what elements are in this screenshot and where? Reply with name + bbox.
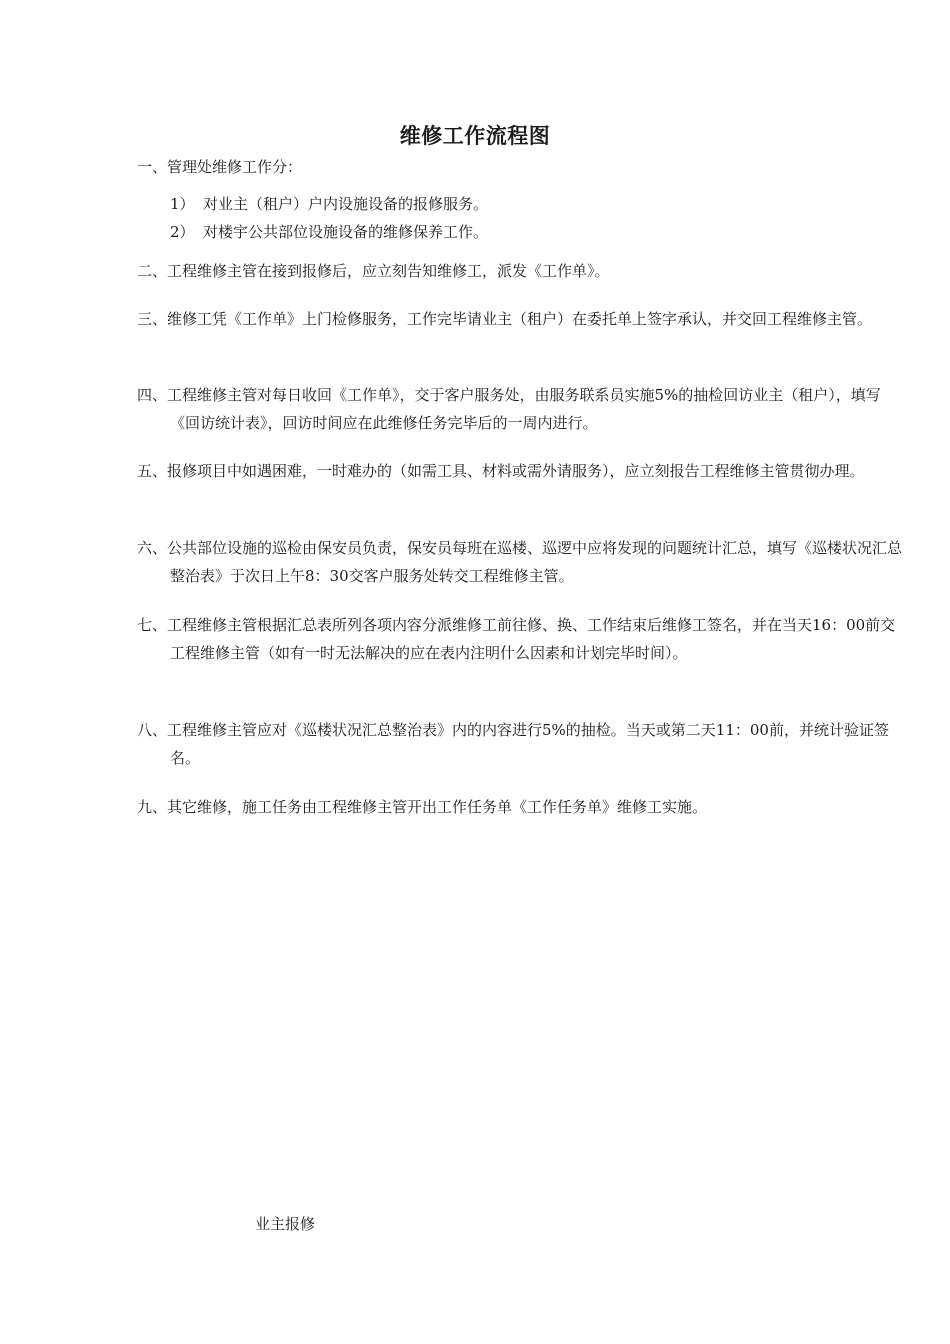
section-6: 六、公共部位设施的巡检由保安员负责，保安员每班在巡楼、巡逻中应将发现的问题统计汇总，填写《巡楼状况汇总整治表》于次日上午8：30交客户服务处转交工程维修主管。 bbox=[137, 539, 903, 585]
item-text: 对楼宇公共部位设施设备的维修保养工作。 bbox=[203, 223, 489, 241]
section-9: 九、其它维修，施工任务由工程维修主管开出工作任务单《工作任务单》维修工实施。 bbox=[137, 798, 708, 816]
section-5: 五、报修项目中如遇困难，一时难办的（如需工具、材料或需外请服务），应立刻报告工程维修主管贯彻办理。 bbox=[137, 462, 865, 480]
section-2: 二、工程维修主管在接到报修后，应立刻告知维修工，派发《工作单》。 bbox=[137, 262, 610, 280]
flowchart-start-label: 业主报修 bbox=[255, 1215, 316, 1233]
section-7: 七、工程维修主管根据汇总表所列各项内容分派维修工前往修、换、工作结束后维修工签名，并在当天16：00前交工程维修主管（如有一时无法解决的应在表内注明什么因素和计划完毕时间）。 bbox=[137, 616, 896, 662]
section-3: 三、维修工凭《工作单》上门检修服务，工作完毕请业主（租户）在委托单上签字承认，并交回工程维修主管。 bbox=[137, 310, 873, 328]
section-1-item-1 bbox=[170, 190, 850, 218]
item-number: 1） bbox=[170, 195, 195, 213]
section-1-item-2 bbox=[170, 218, 850, 246]
section-1-heading: 一、管理处维修工作分： bbox=[137, 158, 303, 176]
section-8: 八、工程维修主管应对《巡楼状况汇总整治表》内的内容进行5%的抽检。当天或第二天11：00前，并统计验证签名。 bbox=[137, 721, 889, 767]
item-number: 2） bbox=[170, 223, 195, 241]
item-text: 对业主（租户）户内设施设备的报修服务。 bbox=[203, 195, 489, 213]
section-4: 四、工程维修主管对每日收回《工作单》，交于客户服务处，由服务联系员实施5%的抽检回访业主（租户），填写《回访统计表》，回访时间应在此维修任务完毕后的一周内进行。 bbox=[137, 386, 881, 432]
page-title: 维修工作流程图 bbox=[399, 123, 551, 148]
